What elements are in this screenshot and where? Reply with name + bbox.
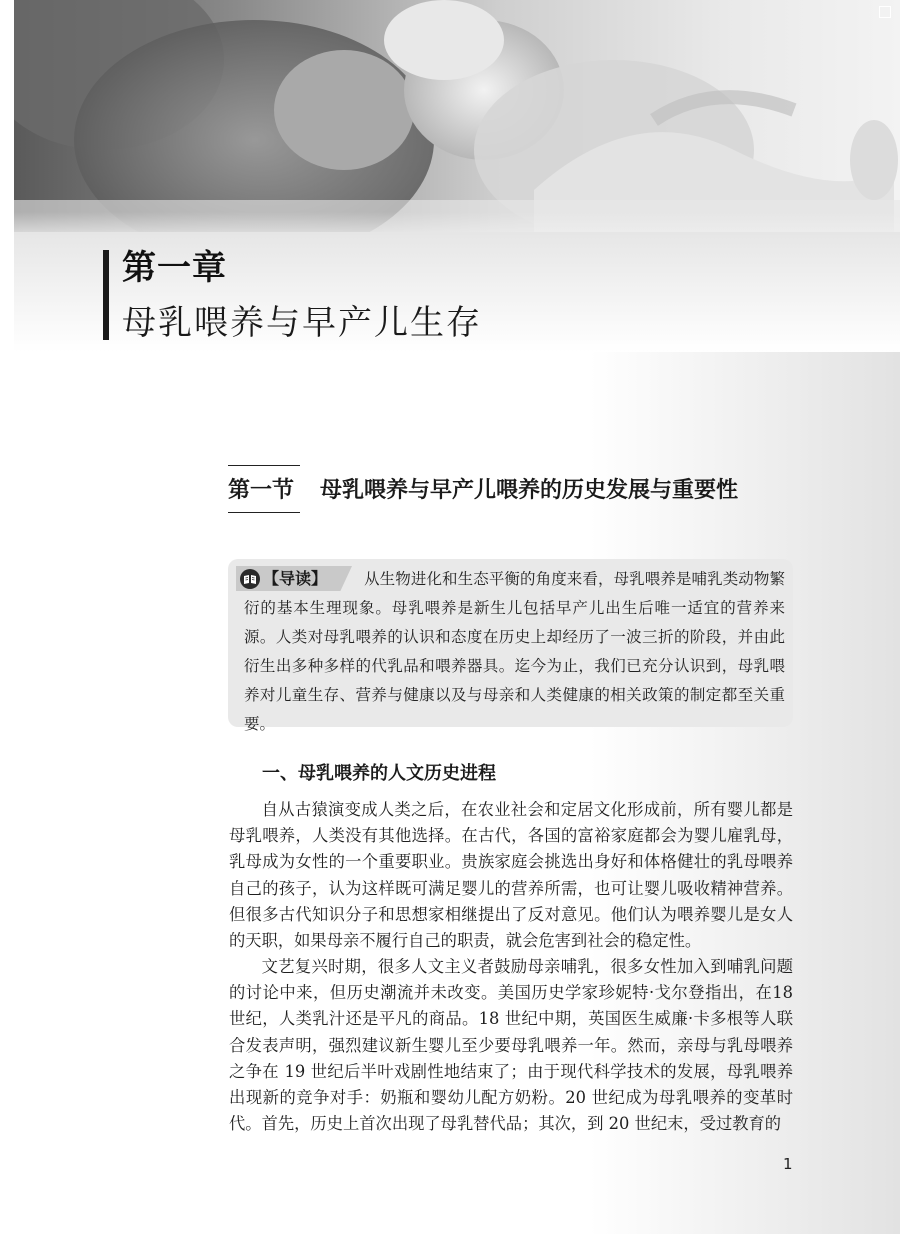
section-rule-top [228,465,300,466]
subsection-heading: 一、母乳喂养的人文历史进程 [262,763,496,784]
body-paragraph-2: 文艺复兴时期，很多人文主义者鼓励母亲哺乳，很多女性加入到哺乳问题的讨论中来，但历史潮流并未改变。美国历史学家珍妮特·戈尔登指出，在18 世纪，人类乳汁还是平凡的商品。18 世纪中期，英国医生威廉·卡多根等人联合发表声明，强烈建议新生婴儿至少要母乳喂养一年。然而，亲母与乳母喂养之争在 19 世纪后半叶戏剧性地结束了；由于现代科学技术的发展，母乳喂养出现新的竞争对手：奶瓶和婴幼儿配方奶粉。20 世纪成为母乳喂养的变革时代。首先，历史上首次出现了母乳替代品；其次，到 20 世纪末，受过教育的 [229,957,793,1134]
section-number: 第一节 [228,478,295,503]
guide-body: 从生物进化和生态平衡的角度来看，母乳喂养是哺乳类动物繁衍的基本生理现象。母乳喂养是新生儿包括早产儿出生后唯一适宜的营养来源。人类对母乳喂养的认识和态度在历史上却经历了一波三折的阶段，并由此衍生出多种多样的代乳品和喂养器具。迄今为止，我们已充分认识到，母乳喂养对儿童生存、营养与健康以及与母亲和人类健康的相关政策的制定都至关重要。 [244,570,785,733]
body-paragraph-1: 自从古猿演变成人类之后，在农业社会和定居文化形成前，所有婴儿都是母乳喂养，人类没有其他选择。在古代，各国的富裕家庭都会为婴儿雇乳母，乳母成为女性的一个重要职业。贵族家庭会挑选出身好和体格健壮的乳母喂养自己的孩子，认为这样既可满足婴儿的营养所需，也可让婴儿吸收精神营养。但很多古代知识分子和思想家相继提出了反对意见。他们认为喂养婴儿是女人的天职，如果母亲不履行自己的职责，就会危害到社会的稳定性。 [229,800,793,951]
guide-text [244,565,785,739]
section-rule-bottom [228,512,300,513]
chapter-label: 第一章 [122,248,227,288]
section-title: 母乳喂养与早产儿喂养的历史发展与重要性 [320,478,739,503]
crop-mark [879,6,891,18]
header-photo-illustration [14,0,900,232]
section-heading [228,477,738,505]
header-photo [14,0,900,232]
chapter-accent-bar [103,250,109,340]
chapter-title: 母乳喂养与早产儿生存 [122,303,482,343]
guide-label: 【导读】 [263,569,328,588]
page-number: 1 [783,1155,793,1173]
